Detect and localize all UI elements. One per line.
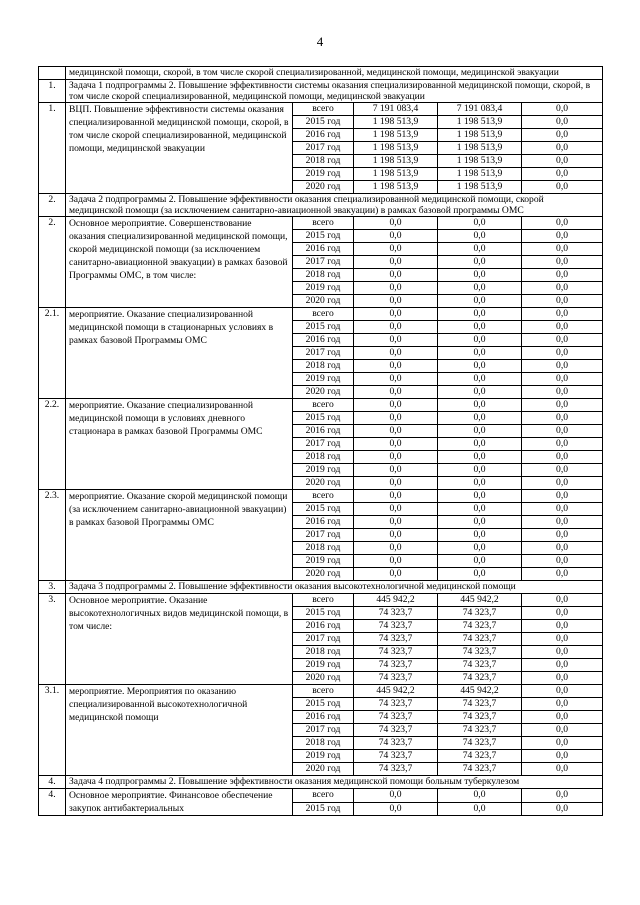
value-cell-budget: 0,0 <box>438 399 522 412</box>
year-cell: всего <box>293 594 354 607</box>
value-cell-total: 0,0 <box>354 412 438 425</box>
task-row <box>39 581 603 594</box>
year-cell: 2018 год <box>293 269 354 282</box>
value-cell-other: 0,0 <box>522 142 603 155</box>
year-cell: 2017 год <box>293 347 354 360</box>
continuation-row <box>39 67 603 80</box>
value-cell-total: 1 198 513,9 <box>354 142 438 155</box>
value-cell-total: 0,0 <box>354 386 438 399</box>
value-cell-budget: 74 323,7 <box>438 646 522 659</box>
year-cell: 2018 год <box>293 542 354 555</box>
value-cell-total: 74 323,7 <box>354 711 438 724</box>
year-cell: 2016 год <box>293 243 354 256</box>
value-cell-other: 0,0 <box>522 334 603 347</box>
year-cell: 2016 год <box>293 425 354 438</box>
value-cell-other: 0,0 <box>522 168 603 181</box>
value-cell-budget: 0,0 <box>438 282 522 295</box>
value-cell-budget: 74 323,7 <box>438 672 522 685</box>
year-cell: 2019 год <box>293 659 354 672</box>
task-row <box>39 776 603 789</box>
year-cell: всего <box>293 217 354 230</box>
value-cell-other: 0,0 <box>522 155 603 168</box>
value-cell-budget: 74 323,7 <box>438 698 522 711</box>
value-cell-total: 74 323,7 <box>354 737 438 750</box>
value-cell-total: 0,0 <box>354 555 438 568</box>
year-cell: 2015 год <box>293 230 354 243</box>
value-cell-total: 0,0 <box>354 399 438 412</box>
year-cell: 2017 год <box>293 633 354 646</box>
value-cell-total: 1 198 513,9 <box>354 168 438 181</box>
year-cell: 2015 год <box>293 412 354 425</box>
page-number: 4 <box>316 34 324 49</box>
table-row <box>39 685 603 698</box>
value-cell-other: 0,0 <box>522 347 603 360</box>
value-cell-other: 0,0 <box>522 451 603 464</box>
year-cell: 2017 год <box>293 142 354 155</box>
year-cell: 2020 год <box>293 295 354 308</box>
year-cell: 2018 год <box>293 737 354 750</box>
value-cell-other: 0,0 <box>522 763 603 776</box>
year-cell: 2019 год <box>293 555 354 568</box>
value-cell-total: 0,0 <box>354 802 438 816</box>
table-row <box>39 594 603 607</box>
value-cell-total: 0,0 <box>354 477 438 490</box>
value-cell-budget: 0,0 <box>438 269 522 282</box>
value-cell-budget: 0,0 <box>438 568 522 581</box>
value-cell-other: 0,0 <box>522 659 603 672</box>
value-cell-total: 0,0 <box>354 451 438 464</box>
value-cell-other: 0,0 <box>522 529 603 542</box>
value-cell-budget: 74 323,7 <box>438 737 522 750</box>
value-cell-total: 74 323,7 <box>354 763 438 776</box>
value-cell-total: 0,0 <box>354 516 438 529</box>
value-cell-total: 0,0 <box>354 243 438 256</box>
value-cell-other: 0,0 <box>522 399 603 412</box>
value-cell-other: 0,0 <box>522 750 603 763</box>
value-cell-budget: 0,0 <box>438 217 522 230</box>
value-cell-other: 0,0 <box>522 269 603 282</box>
value-cell-budget: 0,0 <box>438 321 522 334</box>
task-number: 3. <box>39 581 66 594</box>
item-number: 2. <box>39 217 66 308</box>
value-cell-other: 0,0 <box>522 490 603 503</box>
year-cell: 2020 год <box>293 672 354 685</box>
year-cell: 2017 год <box>293 438 354 451</box>
value-cell-budget: 0,0 <box>438 256 522 269</box>
value-cell-total: 1 198 513,9 <box>354 155 438 168</box>
year-cell: всего <box>293 490 354 503</box>
value-cell-total: 0,0 <box>354 425 438 438</box>
year-cell: 2019 год <box>293 464 354 477</box>
value-cell-budget: 0,0 <box>438 373 522 386</box>
value-cell-other: 0,0 <box>522 802 603 816</box>
year-cell: 2019 год <box>293 750 354 763</box>
year-cell: 2019 год <box>293 373 354 386</box>
item-description: мероприятие. Мероприятия по оказанию специализированной высокотехнологичной медицинской помощи <box>66 685 293 776</box>
year-cell: 2019 год <box>293 168 354 181</box>
value-cell-budget: 74 323,7 <box>438 607 522 620</box>
value-cell-budget: 74 323,7 <box>438 620 522 633</box>
value-cell-other: 0,0 <box>522 607 603 620</box>
value-cell-other: 0,0 <box>522 516 603 529</box>
value-cell-other: 0,0 <box>522 282 603 295</box>
value-cell-other: 0,0 <box>522 129 603 142</box>
value-cell-other: 0,0 <box>522 321 603 334</box>
task-number: 2. <box>39 194 66 217</box>
value-cell-total: 1 198 513,9 <box>354 181 438 194</box>
item-number: 4. <box>39 789 66 816</box>
value-cell-other: 0,0 <box>522 503 603 516</box>
value-cell-other: 0,0 <box>522 425 603 438</box>
value-cell-total: 0,0 <box>354 321 438 334</box>
task-row <box>39 80 603 103</box>
value-cell-budget: 0,0 <box>438 230 522 243</box>
year-cell: 2018 год <box>293 360 354 373</box>
continuation-text: медицинской помощи, скорой, в том числе скорой специализированной, медицинской помощи, медицинской эвакуации <box>66 67 603 80</box>
table-row <box>39 789 603 803</box>
value-cell-other: 0,0 <box>522 568 603 581</box>
item-number: 3.1. <box>39 685 66 776</box>
value-cell-total: 0,0 <box>354 308 438 321</box>
value-cell-budget: 445 942,2 <box>438 594 522 607</box>
value-cell-other: 0,0 <box>522 412 603 425</box>
value-cell-other: 0,0 <box>522 243 603 256</box>
value-cell-budget: 0,0 <box>438 308 522 321</box>
value-cell-other: 0,0 <box>522 386 603 399</box>
value-cell-total: 0,0 <box>354 529 438 542</box>
value-cell-other: 0,0 <box>522 672 603 685</box>
value-cell-total: 0,0 <box>354 282 438 295</box>
row-number-cell <box>39 67 66 80</box>
task-title: Задача 3 подпрограммы 2. Повышение эффективности оказания высокотехнологичной медицинской помощи <box>66 581 603 594</box>
value-cell-budget: 74 323,7 <box>438 633 522 646</box>
value-cell-total: 74 323,7 <box>354 646 438 659</box>
item-number: 2.3. <box>39 490 66 581</box>
value-cell-total: 74 323,7 <box>354 698 438 711</box>
value-cell-total: 445 942,2 <box>354 685 438 698</box>
value-cell-other: 0,0 <box>522 620 603 633</box>
value-cell-total: 74 323,7 <box>354 620 438 633</box>
item-description: Основное мероприятие. Оказание высокотехнологичных видов медицинской помощи, в том числе: <box>66 594 293 685</box>
value-cell-budget: 0,0 <box>438 542 522 555</box>
year-cell: 2015 год <box>293 116 354 129</box>
table-row <box>39 103 603 116</box>
value-cell-other: 0,0 <box>522 256 603 269</box>
value-cell-budget: 1 198 513,9 <box>438 168 522 181</box>
value-cell-total: 1 198 513,9 <box>354 116 438 129</box>
value-cell-other: 0,0 <box>522 103 603 116</box>
task-title: Задача 4 подпрограммы 2. Повышение эффективности оказания медицинской помощи больным туберкулезом <box>66 776 603 789</box>
value-cell-budget: 0,0 <box>438 347 522 360</box>
year-cell: 2020 год <box>293 181 354 194</box>
value-cell-total: 0,0 <box>354 230 438 243</box>
year-cell: 2018 год <box>293 646 354 659</box>
year-cell: 2015 год <box>293 321 354 334</box>
year-cell: 2017 год <box>293 724 354 737</box>
value-cell-other: 0,0 <box>522 711 603 724</box>
value-cell-other: 0,0 <box>522 594 603 607</box>
value-cell-total: 0,0 <box>354 438 438 451</box>
value-cell-budget: 0,0 <box>438 334 522 347</box>
year-cell: 2015 год <box>293 698 354 711</box>
value-cell-budget: 0,0 <box>438 464 522 477</box>
task-row <box>39 194 603 217</box>
year-cell: 2016 год <box>293 516 354 529</box>
value-cell-budget: 7 191 083,4 <box>438 103 522 116</box>
item-description: Основное мероприятие. Финансовое обеспечение закупок антибактериальных <box>66 789 293 816</box>
value-cell-total: 7 191 083,4 <box>354 103 438 116</box>
year-cell: 2017 год <box>293 256 354 269</box>
value-cell-total: 0,0 <box>354 789 438 803</box>
value-cell-total: 0,0 <box>354 542 438 555</box>
value-cell-total: 0,0 <box>354 490 438 503</box>
year-cell: 2015 год <box>293 607 354 620</box>
value-cell-total: 0,0 <box>354 334 438 347</box>
year-cell: 2020 год <box>293 477 354 490</box>
value-cell-budget: 0,0 <box>438 490 522 503</box>
budget-table <box>38 66 603 816</box>
task-title: Задача 2 подпрограммы 2. Повышение эффективности оказания специализированной медицинской помощи, скорой медицинской помощи (за исключением санитарно-авиационной эвакуации) в рамках базовой программы ОМС <box>66 194 603 217</box>
value-cell-total: 0,0 <box>354 347 438 360</box>
value-cell-other: 0,0 <box>522 633 603 646</box>
task-number: 1. <box>39 80 66 103</box>
item-description: Основное мероприятие. Совершенствование оказания специализированной медицинской помощи, скорой медицинской помощи (за исключением санитарно-авиационной эвакуации) в рамках базовой Программы ОМС, в том числе: <box>66 217 293 308</box>
value-cell-budget: 0,0 <box>438 503 522 516</box>
value-cell-budget: 74 323,7 <box>438 750 522 763</box>
value-cell-total: 445 942,2 <box>354 594 438 607</box>
item-number: 2.2. <box>39 399 66 490</box>
value-cell-budget: 0,0 <box>438 451 522 464</box>
value-cell-total: 74 323,7 <box>354 659 438 672</box>
value-cell-budget: 0,0 <box>438 243 522 256</box>
year-cell: всего <box>293 103 354 116</box>
value-cell-other: 0,0 <box>522 360 603 373</box>
value-cell-budget: 0,0 <box>438 386 522 399</box>
value-cell-total: 0,0 <box>354 464 438 477</box>
year-cell: 2015 год <box>293 503 354 516</box>
value-cell-total: 0,0 <box>354 269 438 282</box>
value-cell-other: 0,0 <box>522 789 603 803</box>
value-cell-total: 74 323,7 <box>354 750 438 763</box>
item-number: 3. <box>39 594 66 685</box>
value-cell-budget: 0,0 <box>438 438 522 451</box>
year-cell: 2020 год <box>293 386 354 399</box>
value-cell-budget: 1 198 513,9 <box>438 116 522 129</box>
item-description: мероприятие. Оказание скорой медицинской помощи (за исключением санитарно-авиационной эвакуации) в рамках базовой Программы ОМС <box>66 490 293 581</box>
value-cell-budget: 0,0 <box>438 425 522 438</box>
value-cell-total: 74 323,7 <box>354 672 438 685</box>
year-cell: 2018 год <box>293 451 354 464</box>
value-cell-budget: 74 323,7 <box>438 659 522 672</box>
year-cell: всего <box>293 399 354 412</box>
value-cell-other: 0,0 <box>522 542 603 555</box>
value-cell-other: 0,0 <box>522 698 603 711</box>
table-row <box>39 490 603 503</box>
year-cell: всего <box>293 685 354 698</box>
value-cell-budget: 0,0 <box>438 412 522 425</box>
value-cell-budget: 0,0 <box>438 516 522 529</box>
value-cell-other: 0,0 <box>522 555 603 568</box>
item-number: 2.1. <box>39 308 66 399</box>
value-cell-budget: 74 323,7 <box>438 763 522 776</box>
value-cell-budget: 1 198 513,9 <box>438 129 522 142</box>
year-cell: 2017 год <box>293 529 354 542</box>
table-row <box>39 217 603 230</box>
year-cell: 2015 год <box>293 802 354 816</box>
year-cell: 2016 год <box>293 620 354 633</box>
value-cell-budget: 0,0 <box>438 555 522 568</box>
item-description: мероприятие. Оказание специализированной медицинской помощи в условиях дневного стационара в рамках базовой Программы ОМС <box>66 399 293 490</box>
year-cell: 2016 год <box>293 129 354 142</box>
year-cell: 2020 год <box>293 568 354 581</box>
value-cell-total: 0,0 <box>354 373 438 386</box>
year-cell: 2016 год <box>293 711 354 724</box>
value-cell-total: 0,0 <box>354 256 438 269</box>
value-cell-total: 74 323,7 <box>354 633 438 646</box>
year-cell: 2018 год <box>293 155 354 168</box>
value-cell-other: 0,0 <box>522 230 603 243</box>
year-cell: 2019 год <box>293 282 354 295</box>
value-cell-budget: 74 323,7 <box>438 711 522 724</box>
item-description: ВЦП. Повышение эффективности системы оказания специализированной медицинской помощи, скорой, в том числе скорой специализированной, медицинской помощи, медицинской эвакуации <box>66 103 293 194</box>
value-cell-budget: 1 198 513,9 <box>438 142 522 155</box>
table-row <box>39 308 603 321</box>
year-cell: 2016 год <box>293 334 354 347</box>
value-cell-other: 0,0 <box>522 724 603 737</box>
value-cell-other: 0,0 <box>522 464 603 477</box>
value-cell-other: 0,0 <box>522 295 603 308</box>
value-cell-other: 0,0 <box>522 438 603 451</box>
value-cell-total: 74 323,7 <box>354 607 438 620</box>
value-cell-total: 1 198 513,9 <box>354 129 438 142</box>
value-cell-budget: 1 198 513,9 <box>438 181 522 194</box>
item-description: мероприятие. Оказание специализированной медицинской помощи в стационарных условиях в рамках базовой Программы ОМС <box>66 308 293 399</box>
value-cell-total: 74 323,7 <box>354 724 438 737</box>
table-row <box>39 399 603 412</box>
value-cell-budget: 0,0 <box>438 802 522 816</box>
value-cell-other: 0,0 <box>522 737 603 750</box>
value-cell-budget: 445 942,2 <box>438 685 522 698</box>
value-cell-total: 0,0 <box>354 295 438 308</box>
item-number: 1. <box>39 103 66 194</box>
value-cell-other: 0,0 <box>522 477 603 490</box>
value-cell-budget: 1 198 513,9 <box>438 155 522 168</box>
value-cell-other: 0,0 <box>522 116 603 129</box>
value-cell-total: 0,0 <box>354 568 438 581</box>
value-cell-other: 0,0 <box>522 217 603 230</box>
value-cell-other: 0,0 <box>522 373 603 386</box>
value-cell-total: 0,0 <box>354 503 438 516</box>
task-title: Задача 1 подпрограммы 2. Повышение эффективности системы оказания специализированной медицинской помощи, скорой, в том числе скорой специализированной, медицинской помощи, медицинской эвакуации <box>66 80 603 103</box>
value-cell-other: 0,0 <box>522 181 603 194</box>
value-cell-budget: 0,0 <box>438 789 522 803</box>
value-cell-other: 0,0 <box>522 646 603 659</box>
year-cell: всего <box>293 308 354 321</box>
value-cell-total: 0,0 <box>354 217 438 230</box>
value-cell-budget: 0,0 <box>438 477 522 490</box>
value-cell-other: 0,0 <box>522 685 603 698</box>
year-cell: 2020 год <box>293 763 354 776</box>
year-cell: всего <box>293 789 354 803</box>
value-cell-budget: 0,0 <box>438 360 522 373</box>
task-number: 4. <box>39 776 66 789</box>
value-cell-budget: 0,0 <box>438 295 522 308</box>
value-cell-budget: 0,0 <box>438 529 522 542</box>
value-cell-budget: 74 323,7 <box>438 724 522 737</box>
value-cell-total: 0,0 <box>354 360 438 373</box>
value-cell-other: 0,0 <box>522 308 603 321</box>
